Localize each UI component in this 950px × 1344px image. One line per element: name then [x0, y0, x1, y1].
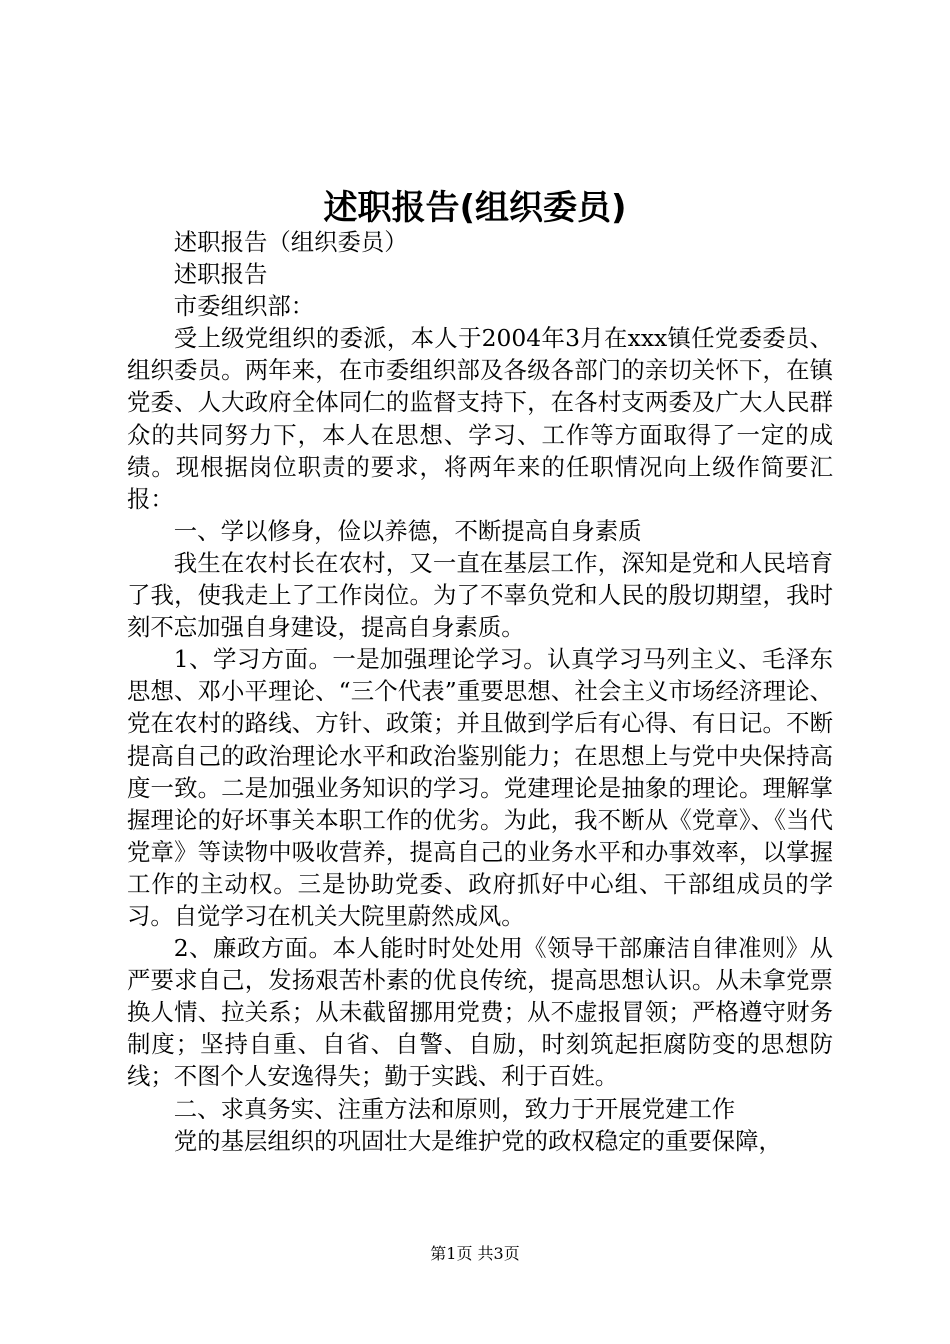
paragraph-background: 我生在农村长在农村，又一直在基层工作，深知是党和人民培育了我，使我走上了工作岗位。为了不辜负党和人民的殷切期望，我时刻不忘加强自身建设，提高自身素质。	[127, 548, 833, 642]
paragraph-party-building: 党的基层组织的巩固壮大是维护党的政权稳定的重要保障，	[173, 1126, 782, 1155]
document-body	[127, 226, 833, 1157]
paragraph-subtitle: 述职报告（组织委员）	[173, 228, 408, 256]
paragraph-heading: 述职报告	[173, 260, 268, 289]
section-heading-2: 二、求真务实、注重方法和原则，致力于开展党建工作	[173, 1094, 736, 1123]
paragraph-intro: 受上级党组织的委派，本人于2004年3月在xxx镇任党委委员、组织委员。两年来，在市委组织部及各级各部门的亲切关怀下，在镇党委、人大政府全体同仁的监督支持下，在各村支两委及广大人民群众的共同努力下，本人在思想、学习、工作等方面取得了一定的成绩。现根据岗位职责的要求，将两年来的任职情况向上级作简要汇报：	[127, 324, 833, 513]
paragraph-integrity: 2、廉政方面。本人能时时处处用《领导干部廉洁自律准则》从严要求自己，发扬艰苦朴素的优良传统，提高思想认识。从未拿党票换人情、拉关系；从未截留挪用党费；从不虚报冒领；严格遵守财务制度；坚持自重、自省、自警、自励，时刻筑起拒腐防变的思想防线；不图个人安逸得失；勤于实践、利于百姓。	[127, 934, 833, 1091]
paragraph-salutation: 市委组织部：	[173, 292, 315, 321]
document-title: 述职报告(组织委员)	[323, 188, 627, 228]
page-footer: 第1页 共3页	[430, 1244, 520, 1263]
paragraph-study: 1、学习方面。一是加强理论学习。认真学习马列主义、毛泽东思想、邓小平理论、“三个代表”重要思想、社会主义市场经济理论、党在农村的路线、方针、政策；并且做到学后有心得、有日记。不断提高自己的政治理论水平和政治鉴别能力；在思想上与党中央保持高度一致。二是加强业务知识的学习。党建理论是抽象的理论。理解掌握理论的好坏事关本职工作的优劣。为此，我不断从《党章》、《当代党章》等读物中吸收营养，提高自己的业务水平和办事效率，以掌握工作的主动权。三是协助党委、政府抓好中心组、干部组成员的学习。自觉学习在机关大院里蔚然成风。	[127, 645, 833, 930]
section-heading-1: 一、学以修身，俭以养德，不断提高自身素质	[173, 516, 642, 545]
